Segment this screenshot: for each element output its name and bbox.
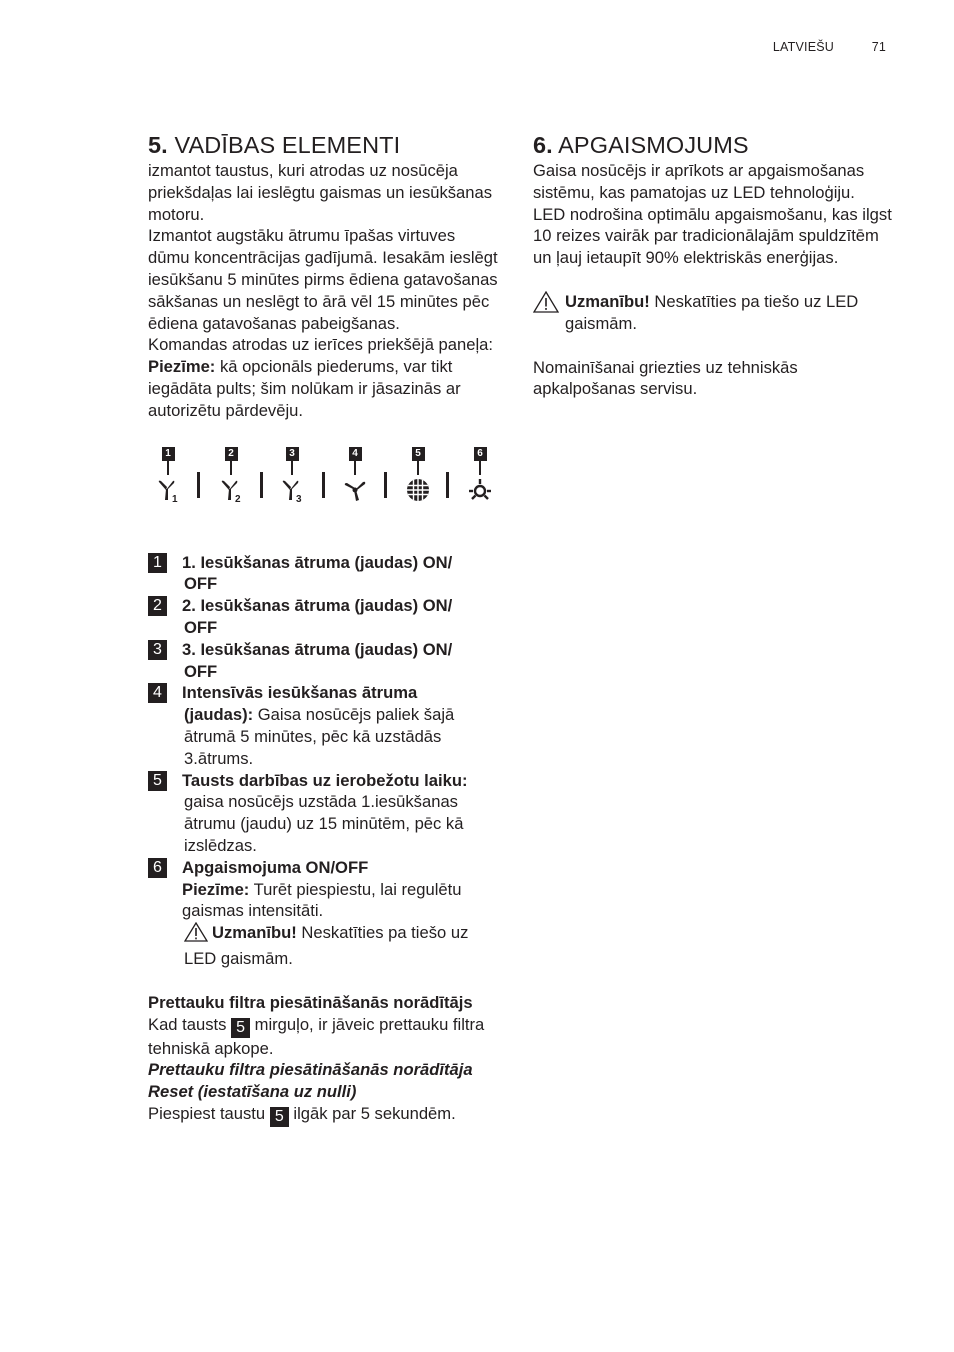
paragraph: izmantot taustus, kuri atrodas uz nosūcēja priekšdaļas lai ieslēgtu gaismas un iesūkšanas motoru. <box>148 161 493 224</box>
control-list <box>148 552 500 970</box>
control-2 <box>218 440 244 504</box>
list-item: 1 1. Iesūkšanas ātruma (jaudas) ON/ OFF <box>148 552 500 596</box>
header-language: LATVIEŠU <box>772 40 834 54</box>
light-icon <box>467 477 493 503</box>
paragraph: Komandas atrodas uz ierīces priekšējā paneļa: <box>148 335 493 355</box>
timer-grid-icon <box>405 477 431 503</box>
fan-speed-2-icon <box>218 477 244 503</box>
paragraph: Gaisa nosūcējs ir aprīkots ar apgaismošanas sistēmu, kas pamatojas uz LED tehnoloģiju. <box>533 161 865 202</box>
control-4 <box>342 440 368 504</box>
section-lighting <box>533 130 893 400</box>
filter-reset-title: Prettauku filtra piesātināšanās norādītāja Reset (iestatīšana uz nulli) <box>148 1060 473 1102</box>
svg-text:2: 2 <box>235 494 241 504</box>
note-paragraph: Piezīme: kā opcionāls piederums, var tikt iegādāta pults; šim nolūkam ir jāsazinās ar autorizētu pārdevēju. <box>148 357 461 420</box>
control-number: 3 <box>286 447 299 461</box>
svg-text:3: 3 <box>296 494 302 504</box>
paragraph: LED nodrošina optimālu apgaismošanu, kas ilgst 10 reizes vairāk par tradicionālajām spuldzītēm un ļauj ietaupīt 90% elektriskās enerģijas. <box>533 204 892 268</box>
section-title: 5. VADĪBAS ELEMENTI <box>148 132 401 158</box>
item-number-badge: 4 <box>148 683 167 703</box>
section-controls <box>148 130 500 1127</box>
item-number-badge: 3 <box>148 640 167 660</box>
item-number-badge: 1 <box>148 553 167 573</box>
item-number-badge: 5 <box>148 771 167 791</box>
button-5-badge: 5 <box>231 1018 250 1038</box>
list-item: 6 Apgaismojuma ON/OFF Piezīme: Turēt piespiestu, lai regulētu gaismas intensitāti. Uzmanību! Neskatīties pa tiešo uz LED gaismām. <box>148 857 500 970</box>
svg-text:1: 1 <box>172 494 178 504</box>
paragraph: Nomainīšanai griezties uz tehniskās apkalpošanas servisu. <box>533 357 798 399</box>
item-number-badge: 2 <box>148 596 167 616</box>
control-1 <box>155 440 181 504</box>
control-number: 2 <box>225 447 238 461</box>
control-panel-diagram <box>148 440 498 552</box>
control-number: 4 <box>349 447 362 461</box>
list-item: 5 Tausts darbības uz ierobežotu laiku: gaisa nosūcējs uzstāda 1.iesūkšanas ātrumu (jaudu) uz 15 minūtēm, pēc kā izslēdzas. <box>148 770 500 857</box>
fan-intensive-icon <box>342 477 368 503</box>
section-title: 6. APGAISMOJUMS <box>533 132 749 158</box>
page-number: 71 <box>871 40 886 54</box>
warning-icon <box>533 291 559 319</box>
list-item: 2 2. Iesūkšanas ātruma (jaudas) ON/ OFF <box>148 595 500 639</box>
note-label: Piezīme: <box>148 357 216 377</box>
page-header <box>773 40 886 54</box>
control-5 <box>405 440 431 504</box>
control-number: 6 <box>474 447 487 461</box>
paragraph: Kad tausts 5 mirguļo, ir jāveic prettauku filtra tehniskā apkope. <box>148 1014 485 1058</box>
paragraph: Izmantot augstāku ātrumu īpašas virtuves dūmu koncentrācijas gadījumā. Iesakām ieslēgt iesūkšanu 5 minūtes pirms ēdiena gatavošanas sākšanas un neslēgt to ārā vēl 15 minūtes pēc ēdiena gatavošanas pabeigšanas. <box>148 226 498 333</box>
control-number: 1 <box>162 447 175 461</box>
fan-speed-3-icon <box>279 477 305 503</box>
fan-speed-1-icon <box>155 477 181 503</box>
control-3 <box>279 440 305 504</box>
list-item: 3 3. Iesūkšanas ātruma (jaudas) ON/ OFF <box>148 639 500 683</box>
filter-indicator-title: Prettauku filtra piesātināšanās norādītājs <box>148 992 473 1012</box>
control-number: 5 <box>412 447 425 461</box>
warning-icon <box>184 922 208 948</box>
paragraph: Piespiest taustu 5 ilgāk par 5 sekundēm. <box>148 1103 456 1125</box>
button-5-badge: 5 <box>270 1107 289 1127</box>
control-6 <box>467 440 493 504</box>
warning-note: Uzmanību! Neskatīties pa tiešo uz LED gaismām. <box>533 291 893 335</box>
item-number-badge: 6 <box>148 858 167 878</box>
list-item: 4 Intensīvās iesūkšanas ātruma (jaudas): Gaisa nosūcējs paliek šajā ātrumā 5 minūtes, pēc kā uzstādās 3.ātrums. <box>148 682 500 769</box>
